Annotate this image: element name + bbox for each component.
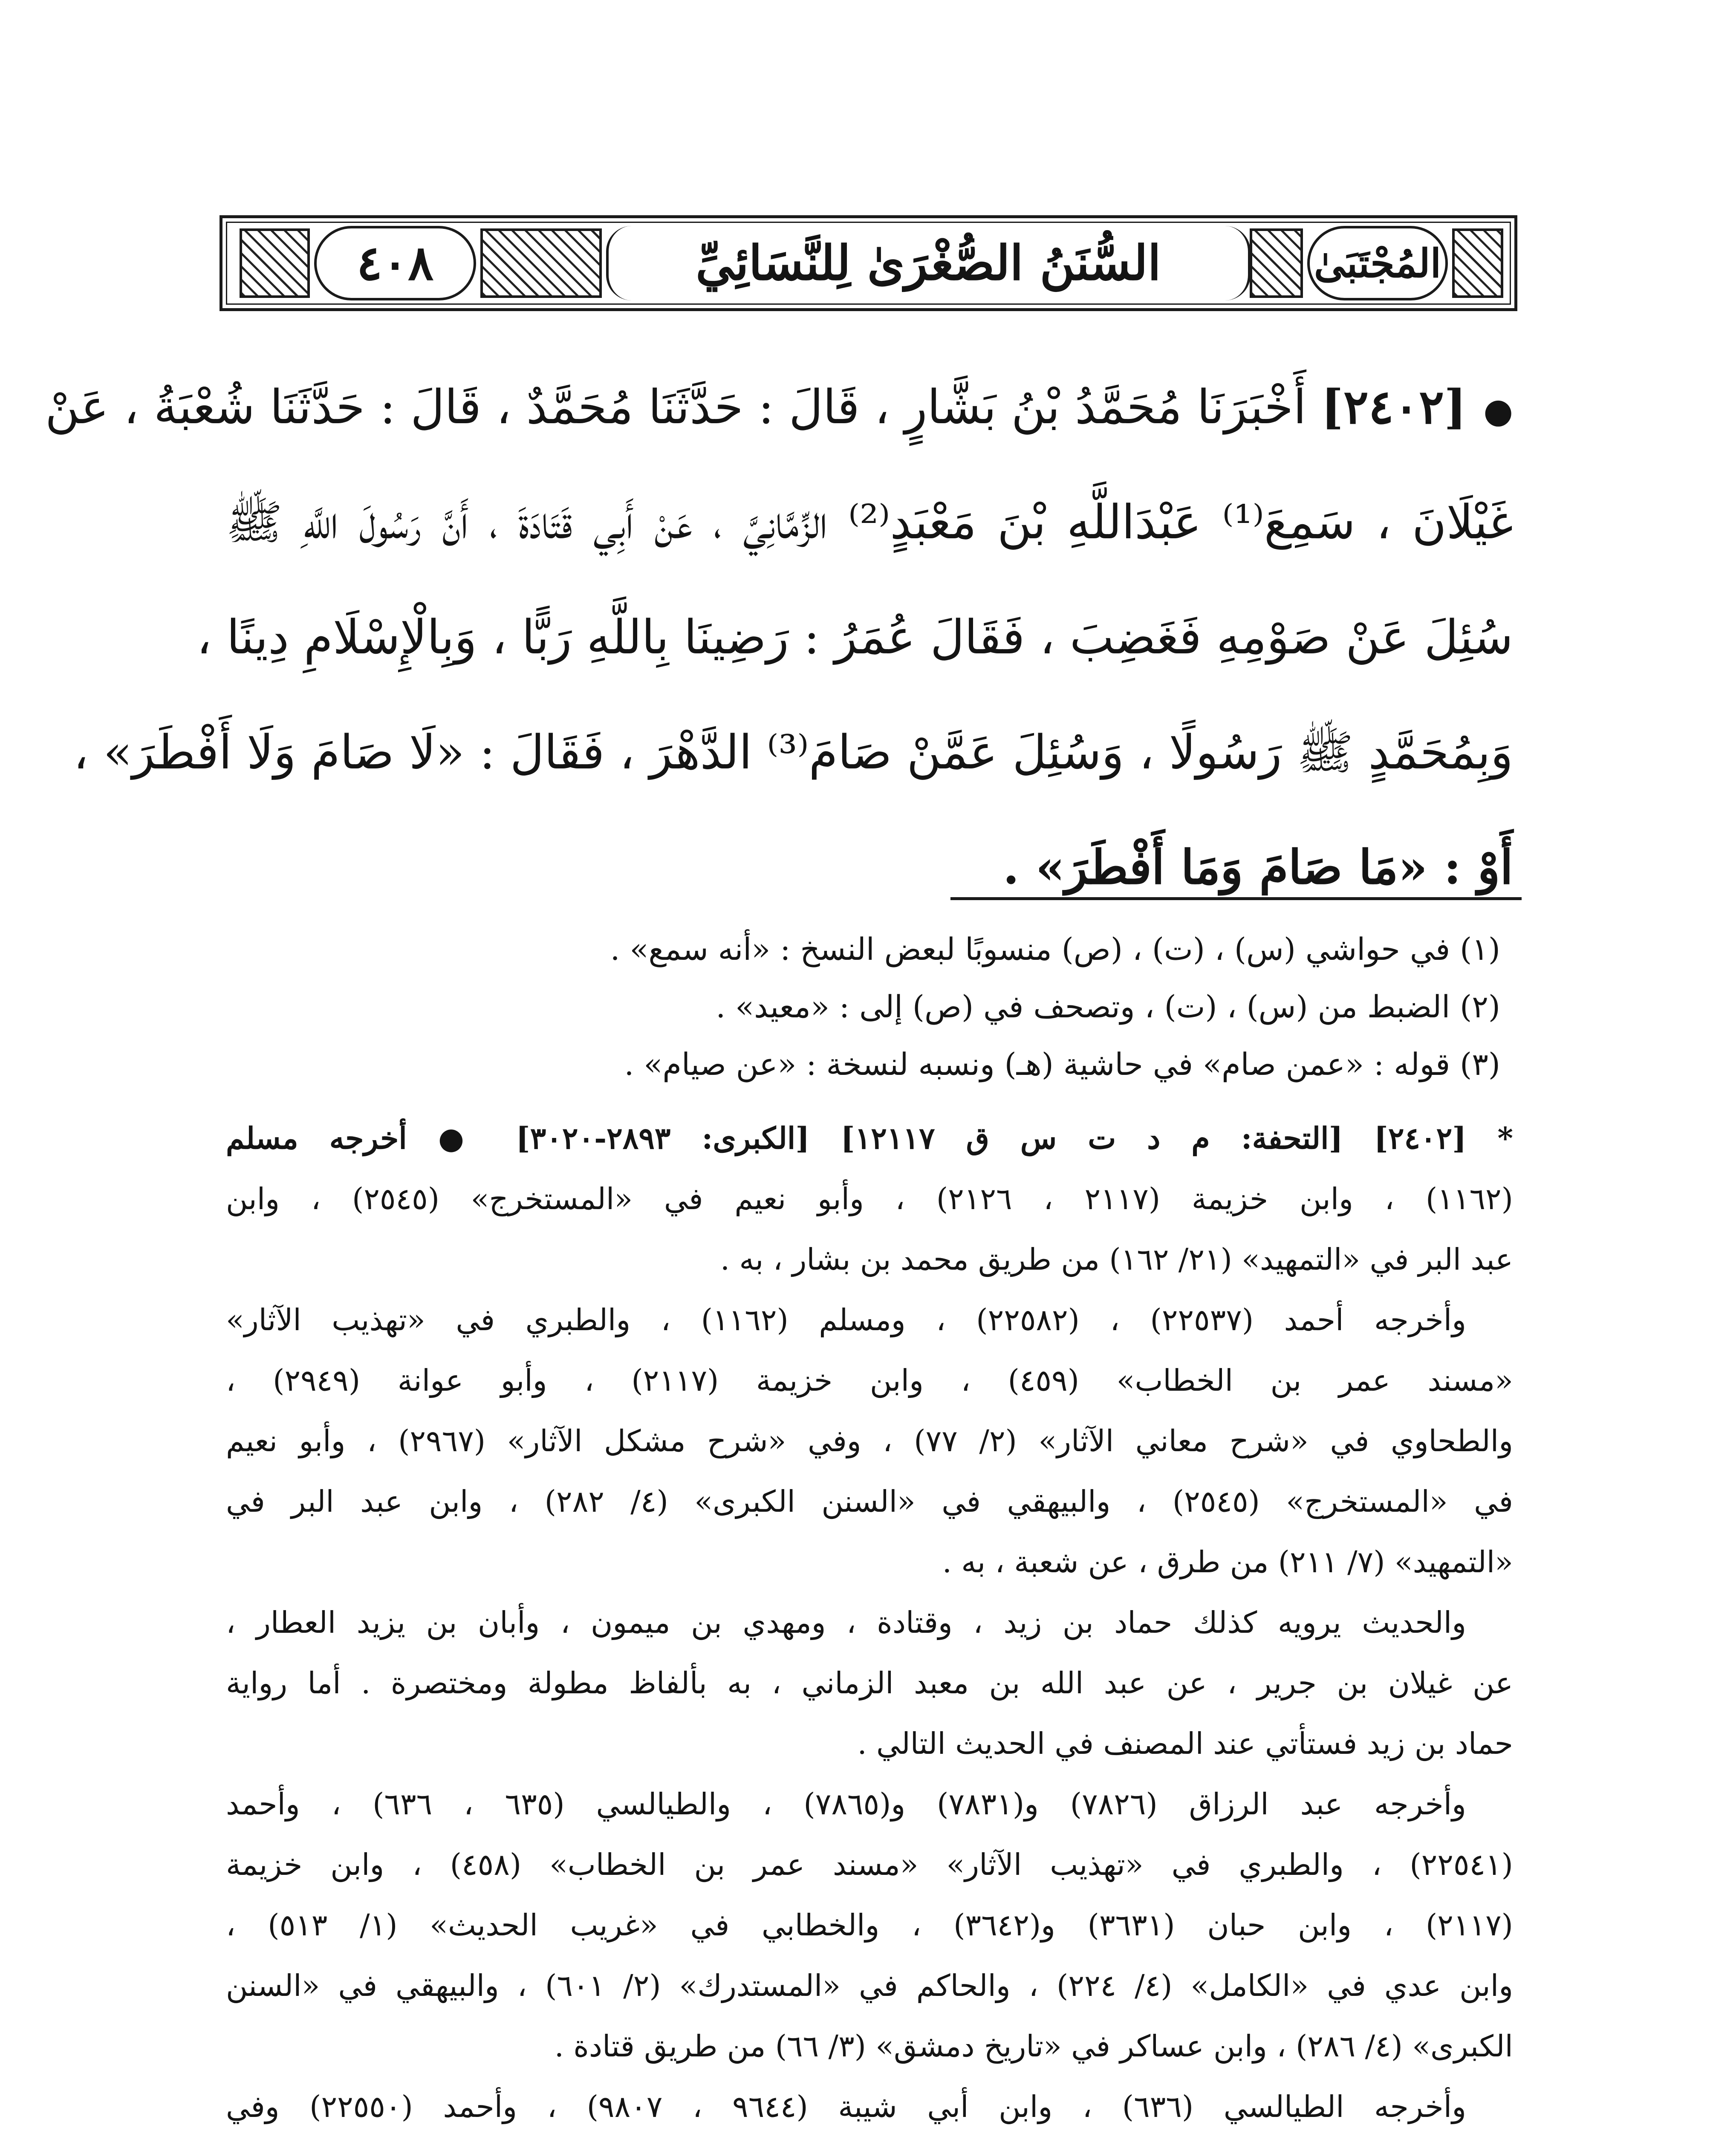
header-ornament-left xyxy=(240,228,310,298)
commentary-line: حماد بن زيد فستأتي عند المصنف في الحديث التالي . xyxy=(857,1726,1513,1761)
footnote-divider xyxy=(950,897,1522,900)
commentary-line: عن غيلان بن جرير ، عن عبد الله بن معبد الزماني ، به بألفاظ مطولة ومختصرة . أما رواية xyxy=(226,1666,1513,1701)
commentary-line: والطحاوي في «شرح معاني الآثار» (٢/ ٧٧) ، وفي «شرح مشكل الآثار» (٢٩٦٧) ، وأبو نعيم xyxy=(226,1424,1514,1458)
hadith-number: [٢٤٠٢] xyxy=(1321,379,1467,434)
commentary-line: (٢١١٧) ، وابن حبان (٣٦٣١) و(٣٦٤٢) ، والخطابي في «غريب الحديث» (١/ ٥١٣) ، xyxy=(226,1908,1513,1943)
commentary-line: في «المستخرج» (٢٥٤٥) ، والبيهقي في «السنن الكبرى» (٤/ ٢٨٢) ، وابن عبد البر في xyxy=(226,1484,1513,1519)
hadith-line-2: غَيْلَانَ ، سَمِعَ⁽¹⁾ عَبْدَاللَّهِ بْنَ مَعْبَدٍ⁽²⁾ الزِّمَّانِيَّ ، عَنْ أَبِي قَتَادَةَ ، أَنَّ رَسُولَ اللَّهِ ﷺ xyxy=(226,495,1513,549)
hadith-bullet: ● xyxy=(1483,391,1513,431)
hadith-text xyxy=(45,349,1513,925)
commentary-line: (١١٦٢) ، وابن خزيمة (٢١١٧ ، ٢١٢٦) ، وأبو نعيم في «المستخرج» (٢٥٤٥) ، وابن xyxy=(226,1181,1513,1216)
commentary-line: الكبرى» (٤/ ٢٨٦) ، وابن عساكر في «تاريخ دمشق» (٣/ ٦٦) من طريق قتادة . xyxy=(554,2029,1513,2064)
commentary-line: وأخرجه عبد الرزاق (٧٨٢٦) و(٧٨٣١) و(٧٨٦٥) ، والطيالسي (٦٣٥ ، ٦٣٦) ، وأحمد xyxy=(226,1787,1466,1822)
commentary-line: وأخرجه أحمد (٢٢٥٣٧) ، (٢٢٥٨٢) ، ومسلم (١١٦٢) ، والطبري في «تهذيب الآثار» xyxy=(226,1302,1466,1337)
hadith-line-3: سُئِلَ عَنْ صَوْمِهِ فَغَضِبَ ، فَقَالَ عُمَرُ : رَضِينَا بِاللَّهِ رَبًّا ، وَبِالْإِسْلَامِ دِينًا ، xyxy=(196,610,1513,664)
commentary-line: وأخرجه الطيالسي (٦٣٦) ، وابن أبي شيبة (٩٦٤٤ ، ٩٨٠٧) ، وأحمد (٢٢٥٥٠) وفي xyxy=(226,2089,1467,2124)
footnote-3: (٣) قوله : «عمن صام» في حاشية (هـ) ونسبه لنسخة : «عن صيام» . xyxy=(624,1046,1500,1082)
footnote-2: (٢) الضبط من (س) ، (ت) ، وتصحف في (ص) إلى : «معيد» . xyxy=(716,989,1500,1025)
takhrij-commentary xyxy=(226,1108,1513,2131)
header-ornament-right xyxy=(1452,228,1503,298)
header-ornament-mid-left xyxy=(480,228,602,298)
commentary-line: «التمهيد» (٧/ ٢١١) من طرق ، عن شعبة ، به . xyxy=(942,1545,1513,1579)
footnotes xyxy=(226,921,1500,1093)
header-ornament-mid-right xyxy=(1250,228,1303,298)
section-title-cartouche xyxy=(1307,226,1448,300)
commentary-lead: * [٢٤٠٢] [التحفة: م د ت س ق ١٢١١٧] [الكبرى: ٢٨٩٣-٣٠٢٠] ● أخرجه مسلم xyxy=(226,1120,1513,1156)
commentary-line: والحديث يرويه كذلك حماد بن زيد ، وقتادة ، ومهدي بن ميمون ، وأبان بن يزيد العطار ، xyxy=(226,1605,1466,1640)
hadith-line-5: أَوْ : «مَا صَامَ وَمَا أَفْطَرَ» . xyxy=(1003,840,1513,895)
page-header xyxy=(220,215,1517,311)
commentary-line: (٢٢٥٤١) ، والطبري في «تهذيب الآثار» «مسند عمر بن الخطاب» (٤٥٨) ، وابن خزيمة xyxy=(226,1847,1513,1882)
page-number-cartouche xyxy=(314,226,476,300)
section-title: المُجْتَبَىٰ xyxy=(1314,240,1441,286)
footnote-1: (١) في حواشي (س) ، (ت) ، (ص) منسوبًا لبعض النسخ : «أنه سمع» . xyxy=(610,931,1500,967)
commentary-line: عبد البر في «التمهيد» (٢١/ ١٦٢) من طريق محمد بن بشار ، به . xyxy=(720,1242,1513,1277)
hadith-line-1-text: أَخْبَرَنَا مُحَمَّدُ بْنُ بَشَّارٍ ، قَالَ : حَدَّثَنَا مُحَمَّدٌ ، قَالَ : حَدَّثَنَا شُعْبَةُ ، عَنْ xyxy=(45,380,1306,434)
hadith-line-4: وَبِمُحَمَّدٍ ﷺ رَسُولًا ، وَسُئِلَ عَمَّنْ صَامَ⁽³⁾ الدَّهْرَ ، فَقَالَ : «لَا صَامَ وَلَا أَفْطَرَ» ، xyxy=(73,725,1513,780)
commentary-line: «مسند عمر بن الخطاب» (٤٥٩) ، وابن خزيمة (٢١١٧) ، وأبو عوانة (٢٩٤٩) ، xyxy=(226,1363,1514,1398)
page-number: ٤٠٨ xyxy=(356,235,434,291)
book-title-frame xyxy=(606,226,1251,300)
hadith-line-1 xyxy=(45,349,1513,465)
commentary-line: وابن عدي في «الكامل» (٤/ ٢٢٤) ، والحاكم في «المستدرك» (٢/ ٦٠١) ، والبيهقي في «السنن xyxy=(226,1968,1513,2003)
book-title: السُّنَنُ الصُّغْرَىٰ لِلنَّسَائِيِّ xyxy=(696,235,1161,291)
